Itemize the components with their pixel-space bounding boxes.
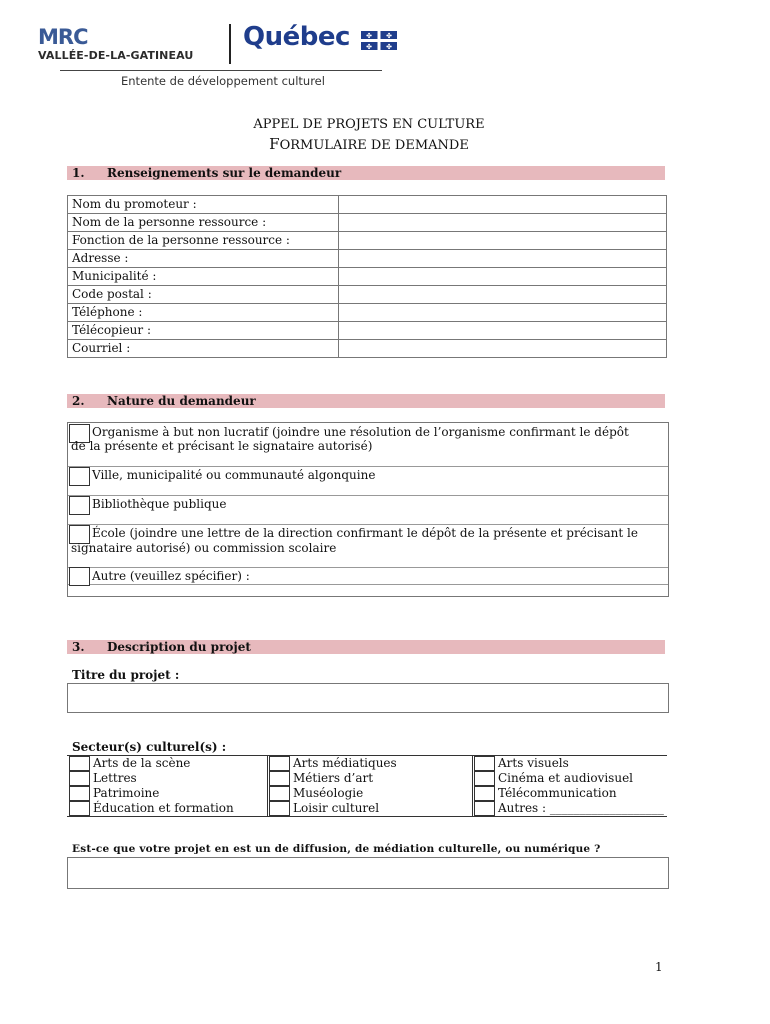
secteur-museologie: Muséologie bbox=[293, 786, 364, 800]
checkbox-metiers-art[interactable] bbox=[269, 771, 290, 786]
option-bibliotheque: Bibliothèque publique bbox=[92, 497, 227, 511]
demandeur-info-table bbox=[67, 195, 667, 358]
svg-text:✤: ✤ bbox=[366, 43, 372, 50]
quebec-flag-icon bbox=[361, 31, 397, 50]
secteur-arts-mediatiques: Arts médiatiques bbox=[293, 756, 397, 770]
row-label-promoteur: Nom du promoteur : bbox=[68, 196, 339, 214]
input-code-postal[interactable] bbox=[339, 286, 667, 304]
secteur-lettres: Lettres bbox=[93, 771, 137, 785]
secteur-arts-scene: Arts de la scène bbox=[93, 756, 191, 770]
secteur-cinema: Cinéma et audiovisuel bbox=[498, 771, 634, 785]
diffusion-question-label: Est-ce que votre projet en est un de diffusion, de médiation culturelle, ou numérique ? bbox=[72, 843, 601, 855]
checkbox-education[interactable] bbox=[69, 801, 90, 816]
input-promoteur[interactable] bbox=[339, 196, 667, 214]
checkbox-bibliotheque[interactable] bbox=[69, 496, 90, 515]
option-ecole-line1: École (joindre une lettre de la direction confirmant le dépôt de la présente et précisant le bbox=[92, 526, 638, 540]
section-3-number: 3. bbox=[72, 640, 85, 654]
form-title-rest: ORMULAIRE DE DEMANDE bbox=[279, 138, 469, 153]
row-label-municipalite: Municipalité : bbox=[68, 268, 339, 286]
section-1-header bbox=[67, 166, 665, 180]
grid-divider bbox=[472, 756, 473, 816]
svg-text:✤: ✤ bbox=[386, 32, 392, 40]
form-title-initial: F bbox=[269, 135, 280, 153]
checkbox-autres[interactable] bbox=[474, 801, 495, 816]
section-3-label: Description du projet bbox=[107, 640, 251, 654]
secteur-autres: Autres : ___________________ bbox=[498, 801, 664, 815]
mrc-logo-subtitle: VALLÉE-DE-LA-GATINEAU bbox=[38, 49, 194, 62]
input-fonction[interactable] bbox=[339, 232, 667, 250]
input-telephone[interactable] bbox=[339, 304, 667, 322]
page-number: 1 bbox=[655, 960, 663, 974]
checkbox-loisir-culturel[interactable] bbox=[269, 801, 290, 816]
section-3-header bbox=[67, 640, 665, 654]
table-row bbox=[68, 196, 667, 214]
row-label-personne-ressource: Nom de la personne ressource : bbox=[68, 214, 339, 232]
table-row bbox=[68, 286, 667, 304]
section-1-number: 1. bbox=[72, 166, 85, 180]
checkbox-arts-visuels[interactable] bbox=[474, 756, 495, 771]
secteurs-label: Secteur(s) culturel(s) : bbox=[72, 740, 227, 754]
form-title-line1: APPEL DE PROJETS EN CULTURE bbox=[253, 117, 485, 132]
checkbox-lettres[interactable] bbox=[69, 771, 90, 786]
secteurs-column-1 bbox=[69, 756, 265, 816]
quebec-logo-wordmark: Québec bbox=[243, 22, 350, 52]
checkbox-arts-scene[interactable] bbox=[69, 756, 90, 771]
row-label-adresse: Adresse : bbox=[68, 250, 339, 268]
checkbox-arts-mediatiques[interactable] bbox=[269, 756, 290, 771]
header-rule bbox=[60, 70, 382, 71]
secteur-loisir-culturel: Loisir culturel bbox=[293, 801, 380, 815]
input-telecopieur[interactable] bbox=[339, 322, 667, 340]
table-row bbox=[68, 268, 667, 286]
diffusion-answer-input[interactable] bbox=[67, 857, 669, 889]
section-2-header bbox=[67, 394, 665, 408]
form-title-line2 bbox=[0, 135, 738, 153]
grid-divider bbox=[267, 756, 268, 816]
row-label-fonction: Fonction de la personne ressource : bbox=[68, 232, 339, 250]
list-item bbox=[68, 423, 668, 467]
svg-text:✤: ✤ bbox=[386, 43, 392, 50]
input-municipalite[interactable] bbox=[339, 268, 667, 286]
option-ecole-line2: signataire autorisé) ou commission scolaire bbox=[71, 541, 337, 555]
section-2-label: Nature du demandeur bbox=[107, 394, 256, 408]
secteurs-grid bbox=[67, 755, 667, 817]
table-row bbox=[68, 214, 667, 232]
secteur-metiers-art: Métiers d’art bbox=[293, 771, 374, 785]
checkbox-autre[interactable] bbox=[69, 567, 90, 586]
option-obnl-line1: Organisme à but non lucratif (joindre une résolution de l’organisme confirmant le dépôt bbox=[92, 425, 629, 439]
checkbox-museologie[interactable] bbox=[269, 786, 290, 801]
section-2-number: 2. bbox=[72, 394, 85, 408]
input-personne-ressource[interactable] bbox=[339, 214, 667, 232]
option-obnl-line2: de la présente et précisant le signataire autorisé) bbox=[71, 439, 373, 453]
option-autre: Autre (veuillez spécifier) : bbox=[92, 569, 250, 583]
section-1-label: Renseignements sur le demandeur bbox=[107, 166, 342, 180]
table-row bbox=[68, 304, 667, 322]
nature-options-box bbox=[67, 422, 669, 597]
secteur-telecommunication: Télécommunication bbox=[498, 786, 617, 800]
list-item bbox=[68, 568, 668, 585]
secteurs-column-3 bbox=[474, 756, 664, 816]
table-row bbox=[68, 340, 667, 358]
secteur-patrimoine: Patrimoine bbox=[93, 786, 160, 800]
table-row bbox=[68, 322, 667, 340]
secteur-education: Éducation et formation bbox=[93, 801, 234, 815]
row-label-telecopieur: Télécopieur : bbox=[68, 322, 339, 340]
mrc-logo bbox=[38, 26, 220, 64]
table-row bbox=[68, 232, 667, 250]
list-item bbox=[68, 467, 668, 496]
checkbox-telecommunication[interactable] bbox=[474, 786, 495, 801]
secteur-arts-visuels: Arts visuels bbox=[498, 756, 569, 770]
table-row bbox=[68, 250, 667, 268]
list-item bbox=[68, 496, 668, 525]
titre-projet-input[interactable] bbox=[67, 683, 669, 713]
option-ville: Ville, municipalité ou communauté algonquine bbox=[92, 468, 376, 482]
titre-projet-label: Titre du projet : bbox=[72, 668, 180, 682]
secteurs-column-2 bbox=[269, 756, 469, 816]
logo-divider bbox=[229, 24, 231, 64]
row-label-courriel: Courriel : bbox=[68, 340, 339, 358]
checkbox-cinema[interactable] bbox=[474, 771, 495, 786]
mrc-logo-wordmark: MRC bbox=[38, 25, 88, 49]
input-adresse[interactable] bbox=[339, 250, 667, 268]
row-label-telephone: Téléphone : bbox=[68, 304, 339, 322]
header-subtitle: Entente de développement culturel bbox=[121, 74, 325, 88]
svg-text:✤: ✤ bbox=[366, 32, 372, 40]
checkbox-patrimoine[interactable] bbox=[69, 786, 90, 801]
row-label-code-postal: Code postal : bbox=[68, 286, 339, 304]
input-courriel[interactable] bbox=[339, 340, 667, 358]
checkbox-ville[interactable] bbox=[69, 467, 90, 486]
list-item bbox=[68, 525, 668, 568]
